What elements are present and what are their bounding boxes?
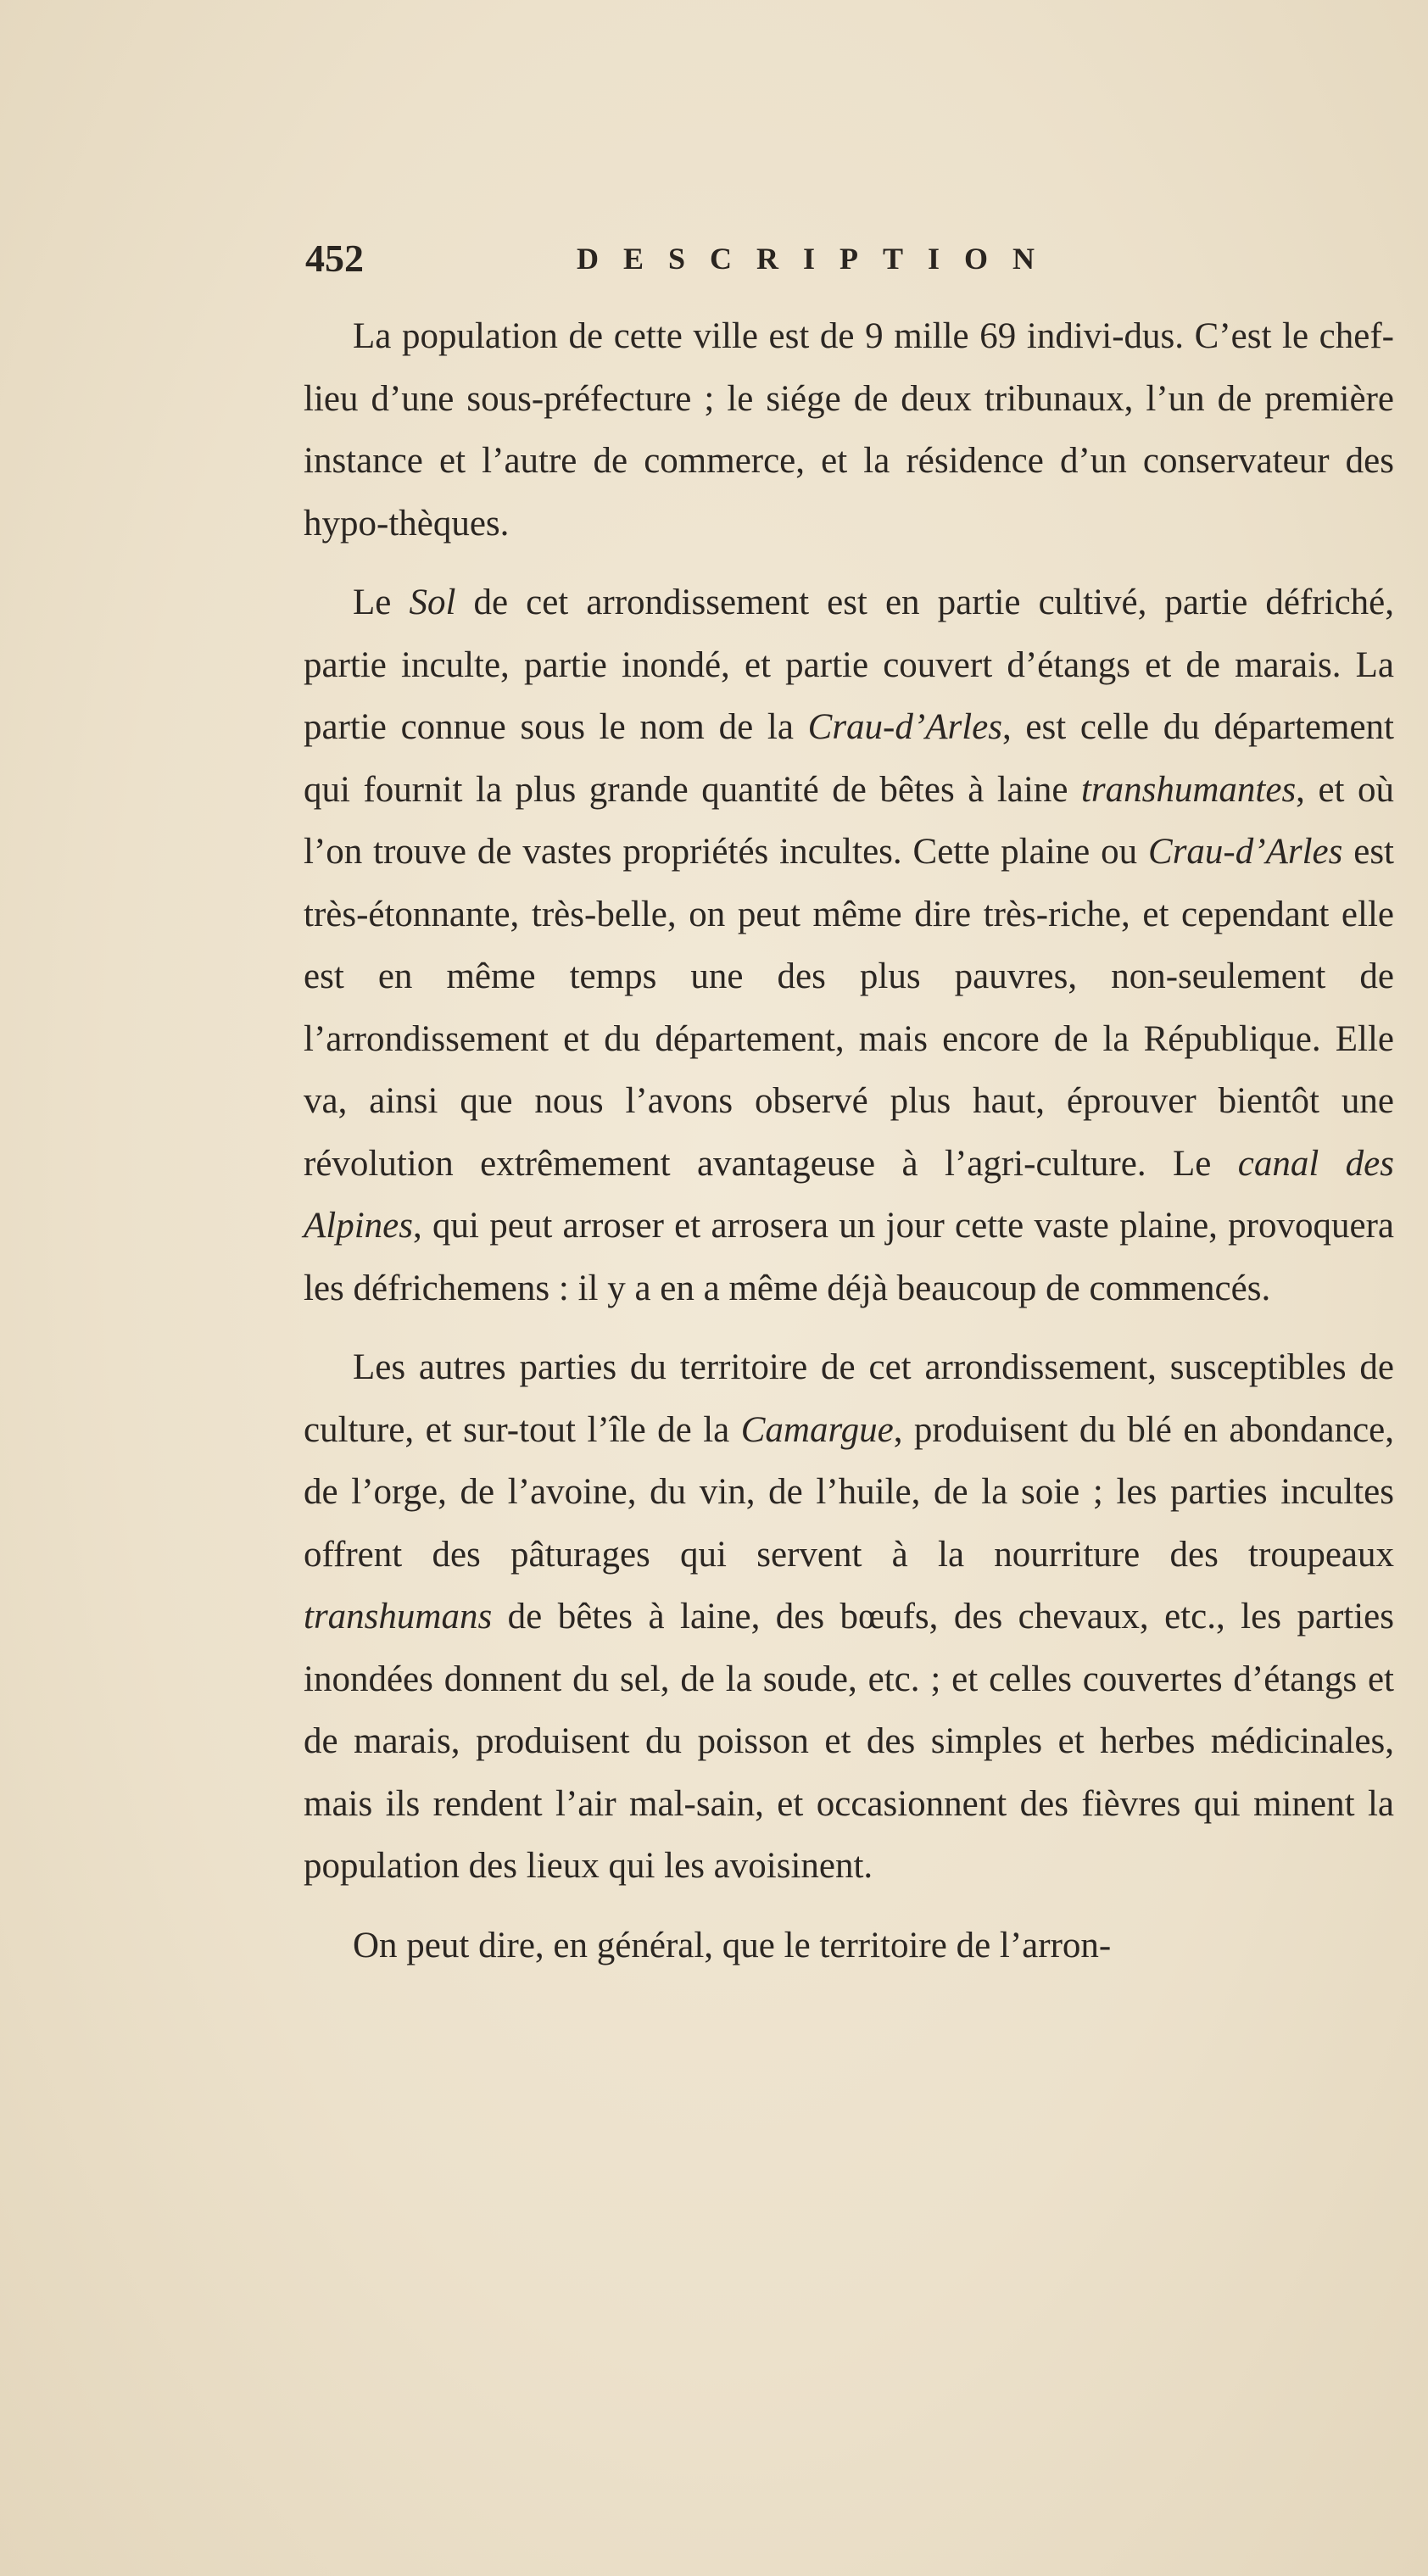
- paragraph-3: [304, 1336, 1394, 1898]
- text-segment: On peut dire, en général, que le territoire de l’arron-: [353, 1925, 1112, 1965]
- text-segment: , qui peut arroser et arrosera un jour cette vaste plaine, provoquera les défrichemens : il y a en a même déjà beaucoup de commencés.: [304, 1206, 1394, 1308]
- page-header: [305, 236, 1162, 287]
- paragraph-2: [304, 572, 1394, 1319]
- text-segment: de cet arrondissement est en partie cultivé, partie défriché, partie inculte, partie inondé, et partie couvert d’étangs et de marais. La partie connue sous le nom de la: [304, 583, 1394, 747]
- text-segment: est très-étonnante, très-belle, on peut même dire très-riche, et cependant elle est en même temps une des plus pauvres, non-seulement de l’arrondissement et du département, mais encore de la République. Elle va, ainsi que nous l’avons observé plus haut, éprouver bientôt une révolution extrêmement avantageuse à l’agri-culture. Le: [304, 832, 1394, 1184]
- text-segment: Le: [353, 583, 410, 622]
- paragraph-4: [304, 1915, 1394, 1977]
- text-segment: de bêtes à laine, des bœufs, des chevaux, etc., les parties inondées donnent du sel, de la soude, etc. ; et celles couvertes d’étangs et de marais, produisent du poisson et des simples et herbes médicinales, mais ils rendent l’air mal-sain, et occasionnent des fièvres qui minent la population des lieux qui les avoisinent.: [304, 1597, 1394, 1886]
- italic-segment: Crau-d’Arles: [807, 707, 1002, 747]
- text-segment: , et où l’on trouve de vastes propriétés incultes. Cette plaine ou: [304, 769, 1394, 872]
- body-text: [304, 305, 1394, 1993]
- italic-segment: Crau-d’Arles: [1148, 832, 1343, 872]
- text-segment: La population de cette ville est de 9 mille 69 indivi-dus. C’est le chef-lieu d’une sous-préfecture ; le siége de deux tribunaux, l’un de première instance et l’autre de commerce, et la résidence d’un conservateur des hypo-thèques.: [304, 316, 1394, 544]
- page-number: 452: [305, 237, 364, 280]
- italic-segment: canal des Alpines: [304, 1143, 1394, 1246]
- paragraph-1: [304, 305, 1394, 555]
- text-segment: , produisent du blé en abondance, de l’orge, de l’avoine, du vin, de l’huile, de la soie ; les parties incultes offrent des pâturages qui servent à la nourriture des troupeaux: [304, 1409, 1394, 1575]
- text-segment: , est celle du département qui fournit la plus grande quantité de bêtes à laine: [304, 707, 1394, 810]
- italic-segment: transhumantes: [1080, 769, 1297, 810]
- italic-segment: transhumans: [304, 1597, 493, 1636]
- running-head: DESCRIPTION: [577, 242, 1060, 276]
- italic-segment: Camargue: [740, 1409, 894, 1450]
- text-segment: Les autres parties du territoire de cet arrondissement, susceptibles de culture, et sur-tout l’île de la: [304, 1347, 1394, 1450]
- italic-segment: Sol: [409, 583, 456, 622]
